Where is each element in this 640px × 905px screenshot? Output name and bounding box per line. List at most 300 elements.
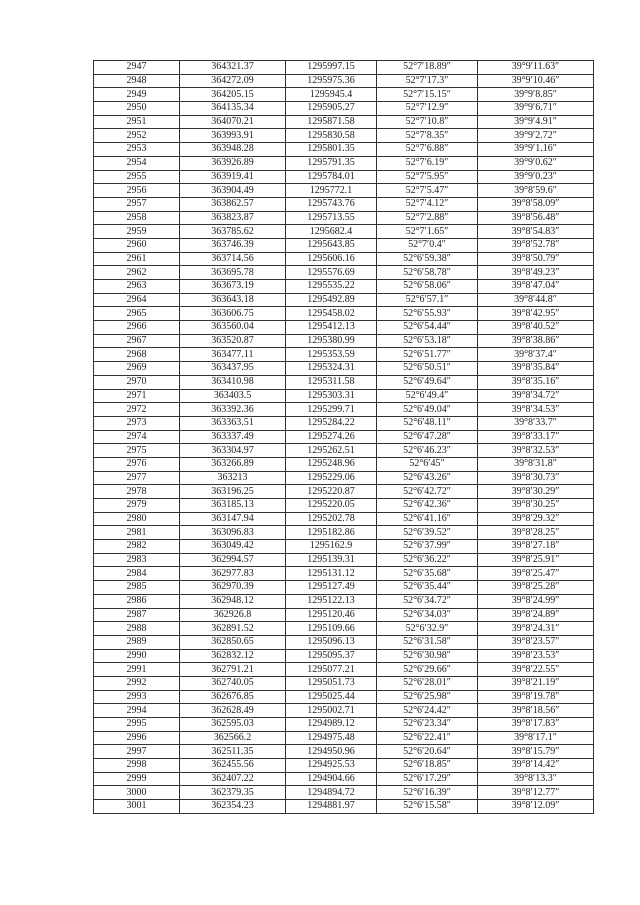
table-row [94, 225, 594, 239]
latitude-cell: 52°6′49.64″ [377, 375, 478, 389]
latitude-cell: 52°6′32.9″ [377, 622, 478, 636]
x-coordinate-cell: 363823.87 [180, 211, 286, 225]
x-coordinate-cell: 364205.15 [180, 88, 286, 102]
latitude-cell: 52°6′20.64″ [377, 745, 478, 759]
latitude-cell: 52°7′1.65″ [377, 225, 478, 239]
latitude-cell: 52°7′18.89″ [377, 61, 478, 75]
point-number-cell: 2990 [94, 649, 180, 663]
longitude-cell: 39°8′38.86″ [478, 334, 594, 348]
latitude-cell: 52°6′37.99″ [377, 540, 478, 554]
latitude-cell: 52°7′5.47″ [377, 184, 478, 198]
point-number-cell: 2982 [94, 540, 180, 554]
point-number-cell: 2993 [94, 690, 180, 704]
longitude-cell: 39°8′25.91″ [478, 553, 594, 567]
table-row [94, 170, 594, 184]
x-coordinate-cell: 363266.89 [180, 457, 286, 471]
point-number-cell: 2961 [94, 252, 180, 266]
longitude-cell: 39°8′40.52″ [478, 321, 594, 335]
y-coordinate-cell: 1294989.12 [286, 718, 377, 732]
point-number-cell: 2994 [94, 704, 180, 718]
y-coordinate-cell: 1295975.36 [286, 74, 377, 88]
latitude-cell: 52°7′10.8″ [377, 115, 478, 129]
latitude-cell: 52°6′55.93″ [377, 307, 478, 321]
latitude-cell: 52°6′31.58″ [377, 635, 478, 649]
x-coordinate-cell: 363185.13 [180, 499, 286, 513]
point-number-cell: 2956 [94, 184, 180, 198]
y-coordinate-cell: 1295182.86 [286, 526, 377, 540]
longitude-cell: 39°8′34.53″ [478, 403, 594, 417]
longitude-cell: 39°8′35.84″ [478, 362, 594, 376]
latitude-cell: 52°6′47.28″ [377, 430, 478, 444]
latitude-cell: 52°7′6.19″ [377, 156, 478, 170]
table-row [94, 786, 594, 800]
point-number-cell: 2986 [94, 594, 180, 608]
y-coordinate-cell: 1295220.05 [286, 499, 377, 513]
longitude-cell: 39°8′30.29″ [478, 485, 594, 499]
point-number-cell: 2953 [94, 143, 180, 157]
longitude-cell: 39°8′13.3″ [478, 772, 594, 786]
table-row [94, 115, 594, 129]
point-number-cell: 2967 [94, 334, 180, 348]
x-coordinate-cell: 363746.39 [180, 238, 286, 252]
point-number-cell: 2988 [94, 622, 180, 636]
longitude-cell: 39°8′12.77″ [478, 786, 594, 800]
point-number-cell: 2970 [94, 375, 180, 389]
y-coordinate-cell: 1295109.66 [286, 622, 377, 636]
table-row [94, 649, 594, 663]
y-coordinate-cell: 1295162.9 [286, 540, 377, 554]
point-number-cell: 2995 [94, 718, 180, 732]
table-row [94, 540, 594, 554]
x-coordinate-cell: 363862.57 [180, 197, 286, 211]
table-row [94, 61, 594, 75]
table-row [94, 444, 594, 458]
longitude-cell: 39°8′29.32″ [478, 512, 594, 526]
latitude-cell: 52°6′58.78″ [377, 266, 478, 280]
longitude-cell: 39°8′23.57″ [478, 635, 594, 649]
point-number-cell: 2983 [94, 553, 180, 567]
x-coordinate-cell: 363049.42 [180, 540, 286, 554]
y-coordinate-cell: 1295120.46 [286, 608, 377, 622]
latitude-cell: 52°6′51.77″ [377, 348, 478, 362]
longitude-cell: 39°9′10.46″ [478, 74, 594, 88]
table-row [94, 622, 594, 636]
table-row [94, 471, 594, 485]
point-number-cell: 2963 [94, 280, 180, 294]
x-coordinate-cell: 363948.28 [180, 143, 286, 157]
longitude-cell: 39°8′18.56″ [478, 704, 594, 718]
point-number-cell: 2958 [94, 211, 180, 225]
y-coordinate-cell: 1295002.71 [286, 704, 377, 718]
x-coordinate-cell: 363919.41 [180, 170, 286, 184]
latitude-cell: 52°6′29.66″ [377, 663, 478, 677]
point-number-cell: 2978 [94, 485, 180, 499]
x-coordinate-cell: 362977.83 [180, 567, 286, 581]
y-coordinate-cell: 1295127.49 [286, 581, 377, 595]
longitude-cell: 39°8′22.55″ [478, 663, 594, 677]
y-coordinate-cell: 1295606.16 [286, 252, 377, 266]
x-coordinate-cell: 362354.23 [180, 800, 286, 814]
table-row [94, 102, 594, 116]
latitude-cell: 52°7′5.95″ [377, 170, 478, 184]
table-row [94, 553, 594, 567]
latitude-cell: 52°7′6.88″ [377, 143, 478, 157]
y-coordinate-cell: 1295248.96 [286, 457, 377, 471]
point-number-cell: 3001 [94, 800, 180, 814]
x-coordinate-cell: 363213 [180, 471, 286, 485]
y-coordinate-cell: 1295997.15 [286, 61, 377, 75]
latitude-cell: 52°7′12.9″ [377, 102, 478, 116]
table-row [94, 718, 594, 732]
y-coordinate-cell: 1295353.59 [286, 348, 377, 362]
latitude-cell: 52°6′46.23″ [377, 444, 478, 458]
latitude-cell: 52°7′0.4″ [377, 238, 478, 252]
coordinate-table [93, 60, 594, 814]
y-coordinate-cell: 1295791.35 [286, 156, 377, 170]
y-coordinate-cell: 1295220.87 [286, 485, 377, 499]
y-coordinate-cell: 1295139.31 [286, 553, 377, 567]
point-number-cell: 2971 [94, 389, 180, 403]
table-row [94, 74, 594, 88]
x-coordinate-cell: 362970.39 [180, 581, 286, 595]
latitude-cell: 52°6′28.01″ [377, 676, 478, 690]
x-coordinate-cell: 362676.85 [180, 690, 286, 704]
longitude-cell: 39°8′50.79″ [478, 252, 594, 266]
latitude-cell: 52°7′4.12″ [377, 197, 478, 211]
x-coordinate-cell: 363673.19 [180, 280, 286, 294]
latitude-cell: 52°6′43.26″ [377, 471, 478, 485]
longitude-cell: 39°8′24.31″ [478, 622, 594, 636]
longitude-cell: 39°8′14.42″ [478, 759, 594, 773]
point-number-cell: 2984 [94, 567, 180, 581]
y-coordinate-cell: 1295412.13 [286, 321, 377, 335]
table-row [94, 266, 594, 280]
table-row [94, 731, 594, 745]
x-coordinate-cell: 363785.62 [180, 225, 286, 239]
y-coordinate-cell: 1295077.21 [286, 663, 377, 677]
longitude-cell: 39°9′0.62″ [478, 156, 594, 170]
latitude-cell: 52°6′25.98″ [377, 690, 478, 704]
latitude-cell: 52°6′36.22″ [377, 553, 478, 567]
point-number-cell: 2979 [94, 499, 180, 513]
longitude-cell: 39°8′12.09″ [478, 800, 594, 814]
x-coordinate-cell: 362832.12 [180, 649, 286, 663]
table-row [94, 348, 594, 362]
x-coordinate-cell: 363714.56 [180, 252, 286, 266]
longitude-cell: 39°8′17.1″ [478, 731, 594, 745]
point-number-cell: 2966 [94, 321, 180, 335]
table-row [94, 745, 594, 759]
latitude-cell: 52°6′30.98″ [377, 649, 478, 663]
table-row [94, 676, 594, 690]
point-number-cell: 2947 [94, 61, 180, 75]
point-number-cell: 2980 [94, 512, 180, 526]
x-coordinate-cell: 363410.98 [180, 375, 286, 389]
x-coordinate-cell: 363993.91 [180, 129, 286, 143]
latitude-cell: 52°6′42.72″ [377, 485, 478, 499]
latitude-cell: 52°6′53.18″ [377, 334, 478, 348]
longitude-cell: 39°8′32.53″ [478, 444, 594, 458]
point-number-cell: 2962 [94, 266, 180, 280]
x-coordinate-cell: 362407.22 [180, 772, 286, 786]
table-row [94, 608, 594, 622]
latitude-cell: 52°6′50.51″ [377, 362, 478, 376]
y-coordinate-cell: 1294881.97 [286, 800, 377, 814]
point-number-cell: 2973 [94, 416, 180, 430]
table-row [94, 663, 594, 677]
longitude-cell: 39°8′54.83″ [478, 225, 594, 239]
table-row [94, 156, 594, 170]
latitude-cell: 52°6′22.41″ [377, 731, 478, 745]
point-number-cell: 2972 [94, 403, 180, 417]
point-number-cell: 2976 [94, 457, 180, 471]
longitude-cell: 39°8′30.25″ [478, 499, 594, 513]
latitude-cell: 52°6′35.44″ [377, 581, 478, 595]
longitude-cell: 39°8′52.78″ [478, 238, 594, 252]
x-coordinate-cell: 362566.2 [180, 731, 286, 745]
y-coordinate-cell: 1295576.69 [286, 266, 377, 280]
y-coordinate-cell: 1295303.31 [286, 389, 377, 403]
longitude-cell: 39°8′42.95″ [478, 307, 594, 321]
y-coordinate-cell: 1295274.26 [286, 430, 377, 444]
longitude-cell: 39°8′33.7″ [478, 416, 594, 430]
longitude-cell: 39°8′34.72″ [478, 389, 594, 403]
y-coordinate-cell: 1295262.51 [286, 444, 377, 458]
latitude-cell: 52°6′59.38″ [377, 252, 478, 266]
point-number-cell: 2965 [94, 307, 180, 321]
x-coordinate-cell: 363477.11 [180, 348, 286, 362]
point-number-cell: 3000 [94, 786, 180, 800]
table-row [94, 252, 594, 266]
x-coordinate-cell: 364070.21 [180, 115, 286, 129]
y-coordinate-cell: 1295202.78 [286, 512, 377, 526]
table-row [94, 759, 594, 773]
x-coordinate-cell: 362994.57 [180, 553, 286, 567]
x-coordinate-cell: 363392.36 [180, 403, 286, 417]
x-coordinate-cell: 363096.83 [180, 526, 286, 540]
point-number-cell: 2985 [94, 581, 180, 595]
point-number-cell: 2992 [94, 676, 180, 690]
y-coordinate-cell: 1295380.99 [286, 334, 377, 348]
longitude-cell: 39°8′59.6″ [478, 184, 594, 198]
y-coordinate-cell: 1295458.02 [286, 307, 377, 321]
y-coordinate-cell: 1295772.1 [286, 184, 377, 198]
longitude-cell: 39°8′49.23″ [478, 266, 594, 280]
point-number-cell: 2998 [94, 759, 180, 773]
table-row [94, 635, 594, 649]
longitude-cell: 39°8′31.8″ [478, 457, 594, 471]
longitude-cell: 39°9′2.72″ [478, 129, 594, 143]
point-number-cell: 2989 [94, 635, 180, 649]
table-row [94, 704, 594, 718]
y-coordinate-cell: 1295784.01 [286, 170, 377, 184]
table-row [94, 293, 594, 307]
latitude-cell: 52°6′49.04″ [377, 403, 478, 417]
x-coordinate-cell: 363337.49 [180, 430, 286, 444]
point-number-cell: 2997 [94, 745, 180, 759]
x-coordinate-cell: 363520.87 [180, 334, 286, 348]
latitude-cell: 52°7′8.35″ [377, 129, 478, 143]
latitude-cell: 52°6′49.4″ [377, 389, 478, 403]
table-row [94, 362, 594, 376]
table-row [94, 416, 594, 430]
x-coordinate-cell: 363196.25 [180, 485, 286, 499]
x-coordinate-cell: 363147.94 [180, 512, 286, 526]
latitude-cell: 52°6′39.52″ [377, 526, 478, 540]
longitude-cell: 39°8′24.89″ [478, 608, 594, 622]
longitude-cell: 39°9′4.91″ [478, 115, 594, 129]
y-coordinate-cell: 1295492.89 [286, 293, 377, 307]
longitude-cell: 39°8′35.16″ [478, 375, 594, 389]
point-number-cell: 2955 [94, 170, 180, 184]
point-number-cell: 2987 [94, 608, 180, 622]
x-coordinate-cell: 363403.5 [180, 389, 286, 403]
x-coordinate-cell: 364272.09 [180, 74, 286, 88]
table-row [94, 321, 594, 335]
latitude-cell: 52°6′18.85″ [377, 759, 478, 773]
x-coordinate-cell: 363926.89 [180, 156, 286, 170]
latitude-cell: 52°6′15.58″ [377, 800, 478, 814]
y-coordinate-cell: 1295643.85 [286, 238, 377, 252]
latitude-cell: 52°6′42.36″ [377, 499, 478, 513]
latitude-cell: 52°6′54.44″ [377, 321, 478, 335]
y-coordinate-cell: 1295096.13 [286, 635, 377, 649]
y-coordinate-cell: 1295324.31 [286, 362, 377, 376]
table-row [94, 88, 594, 102]
y-coordinate-cell: 1295830.58 [286, 129, 377, 143]
latitude-cell: 52°6′24.42″ [377, 704, 478, 718]
table-row [94, 690, 594, 704]
table-row [94, 211, 594, 225]
point-number-cell: 2999 [94, 772, 180, 786]
longitude-cell: 39°8′30.73″ [478, 471, 594, 485]
latitude-cell: 52°7′15.15″ [377, 88, 478, 102]
table-row [94, 499, 594, 513]
y-coordinate-cell: 1295871.58 [286, 115, 377, 129]
latitude-cell: 52°7′2.88″ [377, 211, 478, 225]
longitude-cell: 39°9′11.63″ [478, 61, 594, 75]
y-coordinate-cell: 1295945.4 [286, 88, 377, 102]
longitude-cell: 39°8′19.78″ [478, 690, 594, 704]
coordinate-table-body [94, 61, 594, 814]
longitude-cell: 39°8′25.28″ [478, 581, 594, 595]
longitude-cell: 39°8′44.8″ [478, 293, 594, 307]
x-coordinate-cell: 363606.75 [180, 307, 286, 321]
x-coordinate-cell: 363904.49 [180, 184, 286, 198]
y-coordinate-cell: 1295311.58 [286, 375, 377, 389]
longitude-cell: 39°8′37.4″ [478, 348, 594, 362]
point-number-cell: 2996 [94, 731, 180, 745]
x-coordinate-cell: 364321.37 [180, 61, 286, 75]
latitude-cell: 52°6′35.68″ [377, 567, 478, 581]
longitude-cell: 39°8′56.48″ [478, 211, 594, 225]
x-coordinate-cell: 362511.35 [180, 745, 286, 759]
y-coordinate-cell: 1295682.4 [286, 225, 377, 239]
longitude-cell: 39°9′6.71″ [478, 102, 594, 116]
table-row [94, 334, 594, 348]
table-row [94, 430, 594, 444]
point-number-cell: 2991 [94, 663, 180, 677]
latitude-cell: 52°6′48.11″ [377, 416, 478, 430]
x-coordinate-cell: 363437.95 [180, 362, 286, 376]
table-row [94, 129, 594, 143]
point-number-cell: 2957 [94, 197, 180, 211]
table-row [94, 238, 594, 252]
table-row [94, 485, 594, 499]
table-row [94, 307, 594, 321]
latitude-cell: 52°6′58.06″ [377, 280, 478, 294]
x-coordinate-cell: 362850.65 [180, 635, 286, 649]
latitude-cell: 52°7′17.3″ [377, 74, 478, 88]
y-coordinate-cell: 1295713.55 [286, 211, 377, 225]
point-number-cell: 2950 [94, 102, 180, 116]
latitude-cell: 52°6′16.39″ [377, 786, 478, 800]
y-coordinate-cell: 1295229.06 [286, 471, 377, 485]
y-coordinate-cell: 1294950.96 [286, 745, 377, 759]
table-row [94, 403, 594, 417]
y-coordinate-cell: 1295905.27 [286, 102, 377, 116]
x-coordinate-cell: 363560.04 [180, 321, 286, 335]
longitude-cell: 39°8′33.17″ [478, 430, 594, 444]
table-row [94, 567, 594, 581]
x-coordinate-cell: 362948.12 [180, 594, 286, 608]
y-coordinate-cell: 1295122.13 [286, 594, 377, 608]
x-coordinate-cell: 362891.52 [180, 622, 286, 636]
y-coordinate-cell: 1295051.73 [286, 676, 377, 690]
table-row [94, 581, 594, 595]
latitude-cell: 52°6′34.72″ [377, 594, 478, 608]
table-row [94, 772, 594, 786]
longitude-cell: 39°8′23.53″ [478, 649, 594, 663]
y-coordinate-cell: 1295284.22 [286, 416, 377, 430]
table-row [94, 375, 594, 389]
y-coordinate-cell: 1295801.35 [286, 143, 377, 157]
table-row [94, 457, 594, 471]
y-coordinate-cell: 1295535.22 [286, 280, 377, 294]
table-row [94, 512, 594, 526]
y-coordinate-cell: 1295743.76 [286, 197, 377, 211]
y-coordinate-cell: 1295025.44 [286, 690, 377, 704]
point-number-cell: 2968 [94, 348, 180, 362]
point-number-cell: 2974 [94, 430, 180, 444]
table-row [94, 594, 594, 608]
point-number-cell: 2969 [94, 362, 180, 376]
y-coordinate-cell: 1295299.71 [286, 403, 377, 417]
point-number-cell: 2960 [94, 238, 180, 252]
point-number-cell: 2952 [94, 129, 180, 143]
y-coordinate-cell: 1294975.48 [286, 731, 377, 745]
latitude-cell: 52°6′23.34″ [377, 718, 478, 732]
latitude-cell: 52°6′17.29″ [377, 772, 478, 786]
latitude-cell: 52°6′57.1″ [377, 293, 478, 307]
point-number-cell: 2949 [94, 88, 180, 102]
y-coordinate-cell: 1295095.37 [286, 649, 377, 663]
longitude-cell: 39°9′0.23″ [478, 170, 594, 184]
x-coordinate-cell: 363304.97 [180, 444, 286, 458]
table-row [94, 800, 594, 814]
table-row [94, 143, 594, 157]
longitude-cell: 39°8′25.47″ [478, 567, 594, 581]
table-row [94, 280, 594, 294]
y-coordinate-cell: 1294894.72 [286, 786, 377, 800]
x-coordinate-cell: 362791.21 [180, 663, 286, 677]
table-row [94, 526, 594, 540]
table-row [94, 389, 594, 403]
x-coordinate-cell: 363695.78 [180, 266, 286, 280]
latitude-cell: 52°6′45″ [377, 457, 478, 471]
x-coordinate-cell: 362740.05 [180, 676, 286, 690]
x-coordinate-cell: 362628.49 [180, 704, 286, 718]
